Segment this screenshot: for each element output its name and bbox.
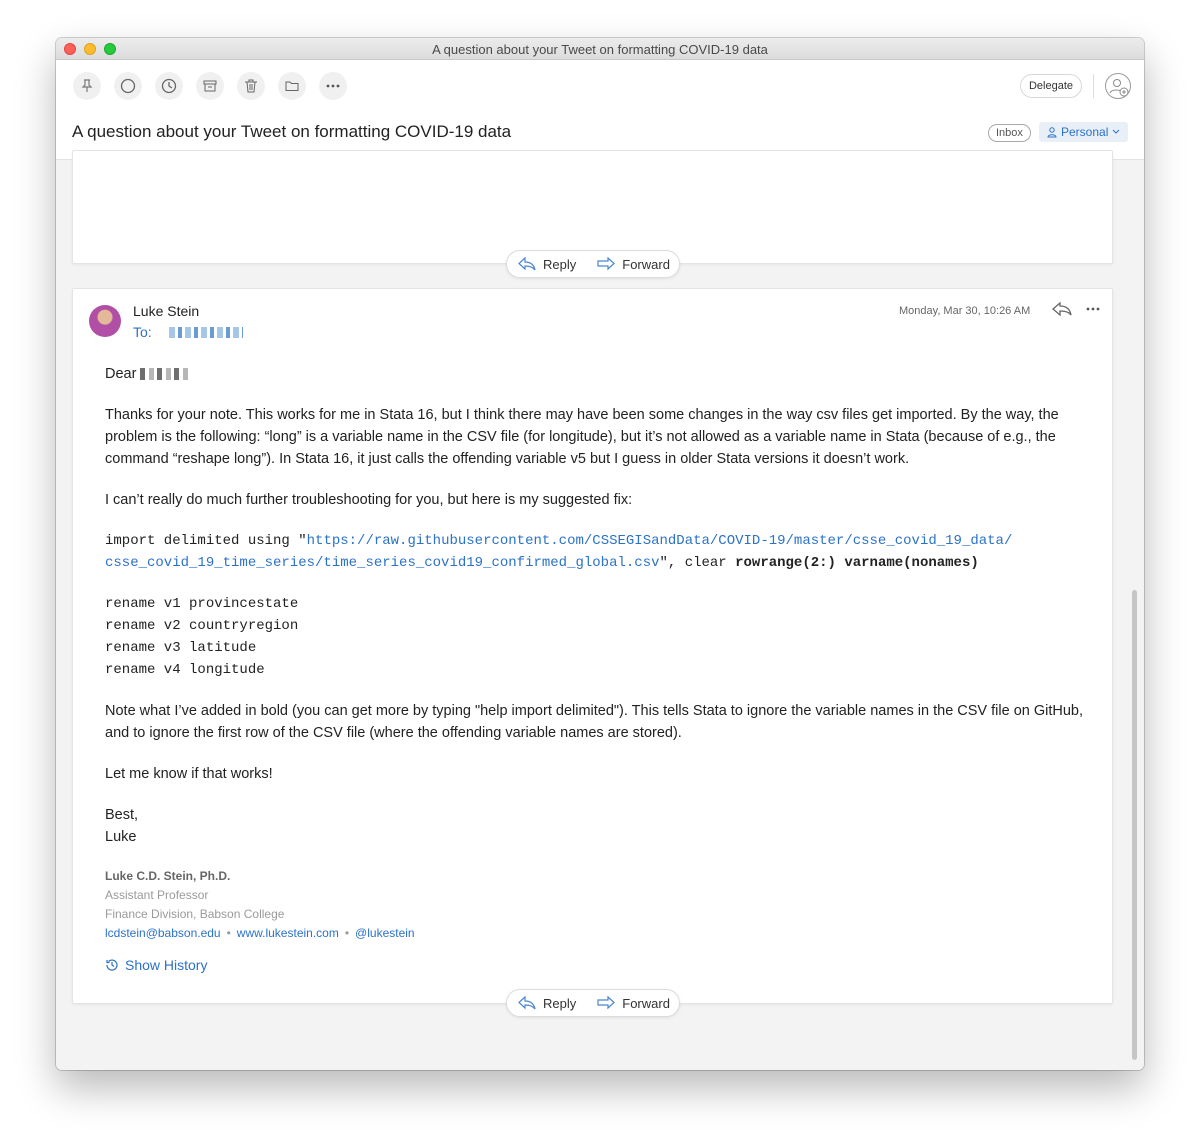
- reply-button-header[interactable]: [1051, 301, 1073, 322]
- recipients-label: To:: [133, 324, 152, 340]
- pin-icon: [80, 79, 94, 93]
- signature-dept: Finance Division, Babson College: [105, 907, 285, 921]
- toolbar: [56, 60, 1144, 160]
- move-button[interactable]: [278, 72, 306, 100]
- paragraph-1: Thanks for your note. This works for me in Stata 16, but I think there may have been some changes in the way csv files get imported. By the way, the problem is the following: “long” is a variable name in the CSV file (for longitude), but it’s not allowed as a variable name in Stata (because of e.g., the command “reshape long”). In Stata 16, it just calls the offending variable v5 but I guess in older Stata versions it doesn’t work.: [105, 407, 1059, 467]
- paragraph-4: Let me know if that works!: [105, 766, 273, 782]
- reply-label: Reply: [543, 256, 577, 272]
- csv-link-part-2[interactable]: csse_covid_19_time_series/time_series_covid19_confirmed_global.csv: [105, 555, 660, 571]
- mark-read-button[interactable]: [114, 72, 142, 100]
- scrollbar[interactable]: [1132, 590, 1137, 1060]
- window-title: A question about your Tweet on formatting COVID-19 data: [432, 42, 768, 57]
- more-icon: [325, 78, 341, 94]
- paragraph-2: I can’t really do much further troubleshooting for you, but here is my suggested fix:: [105, 492, 633, 508]
- signature-links: lcdstein@babson.edu • www.lukestein.com • @lukestein: [105, 926, 415, 940]
- rename-line: rename v2 countryregion: [105, 618, 299, 634]
- code-import: [105, 530, 1085, 574]
- rename-line: rename v1 provincestate: [105, 596, 299, 612]
- message-date: Monday, Mar 30, 10:26 AM: [899, 305, 1031, 317]
- signature: [105, 867, 1085, 943]
- reply-forward-bar-top: [506, 250, 680, 278]
- reply-forward-bar-bottom: [506, 989, 680, 1017]
- forward-button[interactable]: [586, 990, 680, 1016]
- reply-label: Reply: [543, 995, 577, 1011]
- more-actions-button[interactable]: [319, 72, 347, 100]
- forward-label: Forward: [622, 256, 670, 272]
- show-history-button[interactable]: [105, 957, 207, 973]
- csv-link-part-1[interactable]: https://raw.githubusercontent.com/CSSEGISandData/COVID-19/master/csse_covid_19_data/: [306, 533, 1013, 549]
- inbox-folder-badge[interactable]: Inbox: [988, 124, 1031, 142]
- mail-window: [56, 38, 1144, 1070]
- signoff-text: Luke: [105, 829, 137, 845]
- add-contact-button[interactable]: [1105, 73, 1131, 99]
- toolbar-divider: [1093, 74, 1094, 98]
- history-icon: [105, 958, 119, 972]
- greeting: [105, 363, 1085, 385]
- message-pane: [56, 160, 1144, 1070]
- forward-icon: [596, 996, 616, 1010]
- circle-icon: [120, 78, 136, 94]
- reply-icon: [517, 257, 537, 271]
- forward-label: Forward: [622, 995, 670, 1011]
- greeting-text: Dear: [105, 366, 137, 382]
- more-icon: [1085, 301, 1101, 317]
- redacted-name: [140, 368, 188, 380]
- chevron-down-icon: [1112, 129, 1120, 135]
- paragraph-3: Note what I’ve added in bold (you can get more by typing "help import delimited"). This tells Stata to ignore the variable names in the CSV file on GitHub, and to ignore the first row of the CSV file (where the offending variable names are stored).: [105, 703, 1084, 741]
- signature-website[interactable]: www.lukestein.com: [236, 926, 339, 940]
- reply-icon: [1051, 301, 1073, 317]
- signature-title: Assistant Professor: [105, 888, 209, 902]
- reply-button[interactable]: [507, 990, 586, 1016]
- person-icon: [1047, 127, 1057, 138]
- snooze-button[interactable]: [155, 72, 183, 100]
- avatar[interactable]: [89, 305, 121, 337]
- reply-button[interactable]: [507, 251, 586, 277]
- trash-icon: [243, 78, 259, 94]
- message-card: [72, 288, 1113, 1004]
- previous-message-card: [72, 150, 1113, 264]
- pin-button[interactable]: [73, 72, 101, 100]
- rename-line: rename v3 latitude: [105, 640, 257, 656]
- delete-button[interactable]: [237, 72, 265, 100]
- personal-category-tag[interactable]: [1039, 122, 1128, 142]
- code-mid: ", clear: [659, 555, 736, 571]
- archive-icon: [202, 78, 218, 94]
- closing: [105, 804, 1085, 848]
- code-bold: rowrange(2:) varname(nonames): [735, 555, 979, 571]
- rename-line: rename v4 longitude: [105, 662, 265, 678]
- show-history-label: Show History: [125, 957, 208, 973]
- signature-name: Luke C.D. Stein, Ph.D.: [105, 869, 231, 883]
- code-renames: [105, 593, 1085, 681]
- person-add-icon: [1106, 74, 1130, 98]
- delegate-button[interactable]: Delegate: [1020, 74, 1082, 98]
- title-bar: [56, 38, 1144, 60]
- message-body: [105, 363, 1085, 943]
- signature-twitter[interactable]: @lukestein: [355, 926, 415, 940]
- closing-text: Best,: [105, 807, 139, 823]
- clock-icon: [161, 78, 177, 94]
- redacted-recipient[interactable]: [169, 327, 243, 338]
- archive-button[interactable]: [196, 72, 224, 100]
- personal-label: Personal: [1061, 125, 1109, 139]
- signature-email[interactable]: lcdstein@babson.edu: [105, 926, 221, 940]
- folder-icon: [284, 78, 300, 94]
- reply-icon: [517, 996, 537, 1010]
- sender-name[interactable]: Luke Stein: [133, 303, 200, 319]
- message-subject: A question about your Tweet on formatting COVID-19 data: [72, 122, 512, 141]
- code-prefix: import delimited using ": [105, 533, 307, 549]
- forward-icon: [596, 257, 616, 271]
- message-more-button[interactable]: [1085, 301, 1101, 322]
- forward-button[interactable]: [586, 251, 680, 277]
